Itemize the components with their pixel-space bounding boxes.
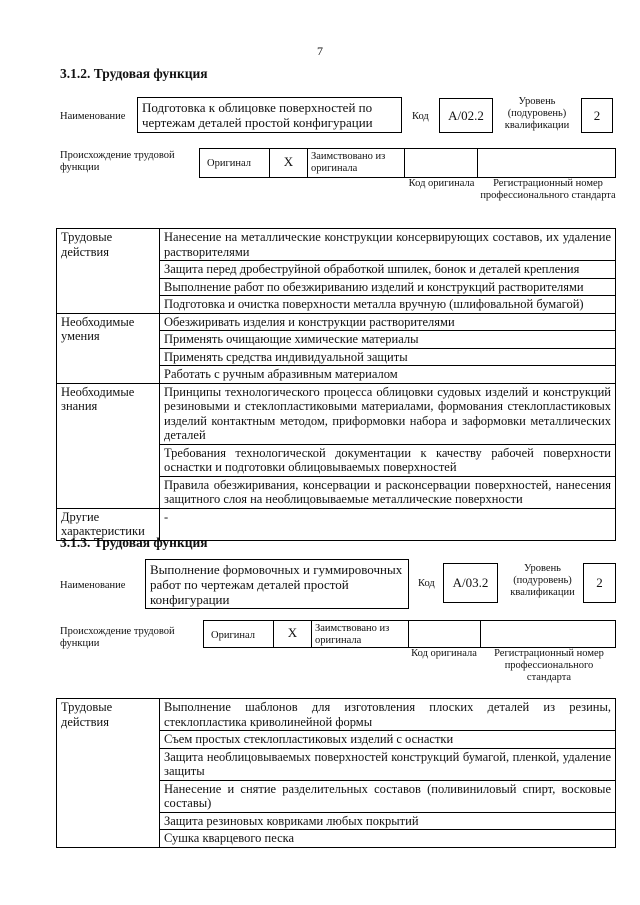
level-value-box xyxy=(583,563,616,603)
table-row xyxy=(57,699,616,731)
list-item: Обезжиривать изделия и конструкции растворителями xyxy=(160,313,616,331)
level-value-box xyxy=(581,98,613,133)
code-label: Код xyxy=(418,578,435,589)
list-item: Применять средства индивидуальной защиты xyxy=(160,348,616,366)
code-original-cell xyxy=(409,621,481,647)
list-item: Требования технологической документации к качеству рабочей поверхности оснастки и подготовки облицовываемых поверхностей xyxy=(160,444,616,476)
original-mark: Х xyxy=(274,621,312,647)
list-item: Выполнение шаблонов для изготовления плоских деталей из резины, стеклопластика криволинейной формы xyxy=(160,699,616,731)
list-item: Сушка кварцевого песка xyxy=(160,830,616,848)
list-item: Принципы технологического процесса облицовки судовых изделий и конструкций резиновыми и стеклопластиковыми материалами, формования стеклопластиковых изделий контактным методом, приформовки набора и заформовки металлических деталей xyxy=(160,383,616,444)
section-title: 3.1.3. Трудовая функция xyxy=(60,535,208,550)
section-title: 3.1.2. Трудовая функция xyxy=(60,66,208,81)
function-name-box xyxy=(137,97,402,133)
reg-number-label: Регистрационный номер профессионального стандарта xyxy=(480,178,616,201)
level-label: Уровень (подуровень) квалификации xyxy=(504,96,570,131)
list-item: Применять очищающие химические материалы xyxy=(160,331,616,349)
reg-number-cell xyxy=(478,149,615,177)
borrowed-label: Заимствовано из оригинала xyxy=(312,621,409,647)
origin-row xyxy=(199,148,616,178)
code-value: А/03.2 xyxy=(452,575,489,590)
code-value-box xyxy=(443,563,498,603)
group-head-actions: Трудовые действия xyxy=(57,699,160,848)
origin-label: Происхождение трудовой функции xyxy=(60,626,175,649)
name-label: Наименование xyxy=(60,111,126,122)
list-item: Подготовка и очистка поверхности металла вручную (шлифовальной бумагой) xyxy=(160,296,616,314)
table-row xyxy=(57,313,616,331)
table-row xyxy=(57,229,616,261)
origin-label: Происхождение трудовой функции xyxy=(60,150,175,173)
origin-row xyxy=(203,620,616,648)
name-label: Наименование xyxy=(60,580,126,591)
code-value: А/02.2 xyxy=(448,107,484,123)
code-original-cell xyxy=(405,149,478,177)
function-name-value: Подготовка к облицовке поверхностей по чертежам деталей простой конфигурации xyxy=(142,100,373,130)
function-table xyxy=(56,228,616,541)
code-value-box xyxy=(439,98,493,133)
group-head-skills: Необходимые умения xyxy=(57,313,160,383)
group-head-actions: Трудовые действия xyxy=(57,229,160,314)
level-value: 2 xyxy=(596,575,603,590)
group-head-knowledge: Необходимые знания xyxy=(57,383,160,508)
list-item: Выполнение работ по обезжириванию изделий и конструкций растворителями xyxy=(160,278,616,296)
list-item: Нанесение на металлические конструкции консервирующих составов, их удаление растворителями xyxy=(160,229,616,261)
original-label: Оригинал xyxy=(204,621,274,647)
table-row xyxy=(57,383,616,444)
reg-number-label: Регистрационный номер профессионального стандарта xyxy=(494,648,604,683)
page-number: 7 xyxy=(317,44,323,58)
list-item: Правила обезжиривания, консервации и расконсервации поверхностей, нанесения защитного слоя на необлицовываемые металлические поверхности xyxy=(160,476,616,508)
list-item: Съем простых стеклопластиковых изделий с оснастки xyxy=(160,731,616,749)
code-label: Код xyxy=(412,111,429,122)
function-name-box xyxy=(145,559,409,609)
group-head-other: Другие характеристики xyxy=(57,508,160,540)
list-item: Защита необлицовываемых поверхностей конструкций бумагой, пленкой, удаление защиты xyxy=(160,748,616,780)
code-original-label: Код оригинала xyxy=(411,648,477,659)
function-name-value: Выполнение формовочных и гуммировочных работ по чертежам деталей простой конфигурации xyxy=(150,562,403,607)
level-label: Уровень (подуровень) квалификации xyxy=(510,563,575,598)
level-value: 2 xyxy=(593,107,601,123)
reg-number-cell xyxy=(481,621,615,647)
list-item: Работать с ручным абразивным материалом xyxy=(160,366,616,384)
list-item: Нанесение и снятие разделительных составов (поливиниловый спирт, восковые составы) xyxy=(160,780,616,812)
borrowed-label: Заимствовано из оригинала xyxy=(308,149,405,177)
list-item: Защита резиновых ковриками любых покрытий xyxy=(160,812,616,830)
code-original-label: Код оригинала xyxy=(408,178,475,189)
function-table xyxy=(56,698,616,848)
original-label: Оригинал xyxy=(200,149,270,177)
list-item: Защита перед дробеструйной обработкой шпилек, бонок и деталей крепления xyxy=(160,261,616,279)
list-item: - xyxy=(160,508,616,540)
original-mark: Х xyxy=(270,149,308,177)
